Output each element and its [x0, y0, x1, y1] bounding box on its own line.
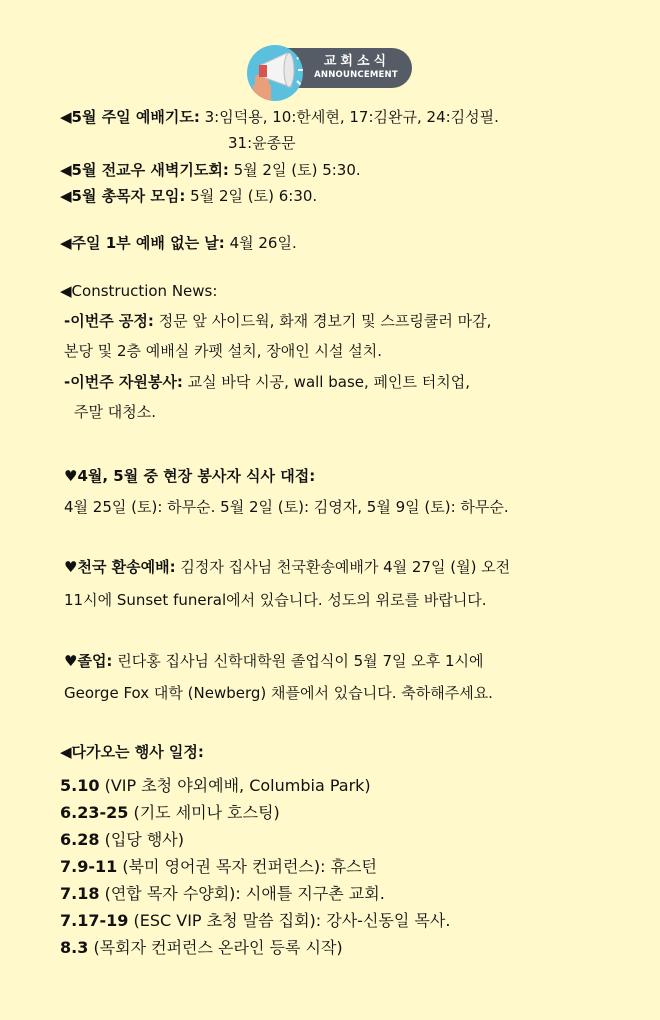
event-text: (북미 영어권 목자 컨퍼런스): 휴스턴	[122, 857, 377, 876]
badge-title: 교회소식	[323, 54, 391, 69]
bullet-marker: ◀	[60, 108, 72, 126]
may-prayer-label: 5월 주일 예배기도:	[71, 108, 200, 126]
event-date: 5.10	[60, 776, 100, 795]
work-label: -이번주 공정:	[64, 312, 154, 330]
event-text: (연합 목자 수양회): 시애틀 지구촌 교회.	[104, 884, 385, 903]
event-item	[60, 857, 377, 877]
heart-icon: ♥	[64, 467, 78, 485]
no-service-label: 주일 1부 예배 없는 날:	[71, 234, 225, 252]
may-prayer-line-2: 31:윤종문	[228, 134, 296, 152]
dawn-prayer-label: 5월 전교우 새벽기도회:	[71, 161, 229, 179]
event-text: (ESC VIP 초청 말씀 집회): 강사-신동일 목사.	[133, 911, 451, 930]
bullet-marker: ◀	[60, 187, 72, 205]
construction-volunteer-line	[64, 372, 470, 392]
bullet-marker: ◀	[60, 161, 72, 179]
funeral-line	[64, 557, 510, 577]
pastors-meeting-text: 5월 2일 (토) 6:30.	[190, 187, 318, 205]
badge-subtitle: ANNOUNCEMENT	[314, 70, 398, 80]
meals-heading	[64, 466, 315, 486]
bullet-marker: ◀	[60, 743, 72, 761]
event-text: (입당 행사)	[104, 830, 184, 849]
upcoming-label: 다가오는 행사 일정:	[71, 743, 204, 761]
volunteer-label: -이번주 자원봉사:	[64, 373, 183, 391]
graduation-label: 졸업:	[77, 652, 113, 670]
graduation-line-2: George Fox 대학 (Newberg) 채플에서 있습니다. 축하해주세요.	[64, 684, 493, 702]
construction-work-line	[64, 311, 491, 331]
construction-volunteer-line-2: 주말 대청소.	[74, 403, 156, 421]
dawn-prayer-line	[60, 160, 361, 180]
may-prayer-line	[60, 107, 499, 127]
meals-label: 4월, 5월 중 현장 봉사자 식사 대접:	[77, 467, 316, 485]
pastors-meeting-label: 5월 총목자 모임:	[71, 187, 186, 205]
event-date: 8.3	[60, 938, 89, 957]
bullet-marker: ◀	[60, 234, 72, 252]
no-service-text: 4월 26일.	[229, 234, 297, 252]
graduation-text: 린다홍 집사님 신학대학원 졸업식이 5월 7일 오후 1시에	[117, 652, 484, 670]
volunteer-text: 교실 바닥 시공, wall base, 페인트 터치업,	[187, 373, 471, 391]
funeral-line-2: 11시에 Sunset funeral에서 있습니다. 성도의 위로를 바랍니다.	[64, 591, 487, 609]
event-date: 7.17-19	[60, 911, 129, 930]
event-item	[60, 803, 280, 823]
may-prayer-text: 3:임덕용, 10:한세현, 17:김완규, 24:김성필.	[204, 108, 499, 126]
megaphone-icon	[247, 45, 303, 101]
dawn-prayer-text: 5월 2일 (토) 5:30.	[233, 161, 361, 179]
event-text: (목회자 컨퍼런스 온라인 등록 시작)	[93, 938, 343, 957]
heart-icon: ♥	[64, 558, 78, 576]
pastors-meeting-line	[60, 186, 317, 206]
construction-work-line-2: 본당 및 2층 예배실 카펫 설치, 장애인 시설 설치.	[64, 342, 383, 360]
heart-icon: ♥	[64, 652, 78, 670]
construction-label: Construction News:	[71, 282, 218, 300]
event-date: 7.9-11	[60, 857, 118, 876]
event-date: 7.18	[60, 884, 100, 903]
event-item	[60, 884, 385, 904]
no-service-line	[60, 233, 297, 253]
event-date: 6.23-25	[60, 803, 129, 822]
event-text: (기도 세미나 호스팅)	[133, 803, 280, 822]
bullet-marker: ◀	[60, 282, 72, 300]
upcoming-heading	[60, 742, 204, 762]
graduation-line	[64, 651, 484, 671]
funeral-text: 김정자 집사님 천국환송예배가 4월 27일 (월) 오전	[180, 558, 511, 576]
construction-heading	[60, 281, 217, 301]
funeral-label: 천국 환송예배:	[77, 558, 176, 576]
meals-text: 4월 25일 (토): 하무순. 5월 2일 (토): 김영자, 5월 9일 (토): 하무순.	[64, 498, 509, 516]
event-item	[60, 776, 371, 796]
event-item	[60, 938, 343, 958]
work-text: 정문 앞 사이드웍, 화재 경보기 및 스프링쿨러 마감,	[158, 312, 492, 330]
event-item	[60, 911, 450, 931]
event-date: 6.28	[60, 830, 100, 849]
event-text: (VIP 초청 야외예배, Columbia Park)	[104, 776, 371, 795]
event-item	[60, 830, 184, 850]
